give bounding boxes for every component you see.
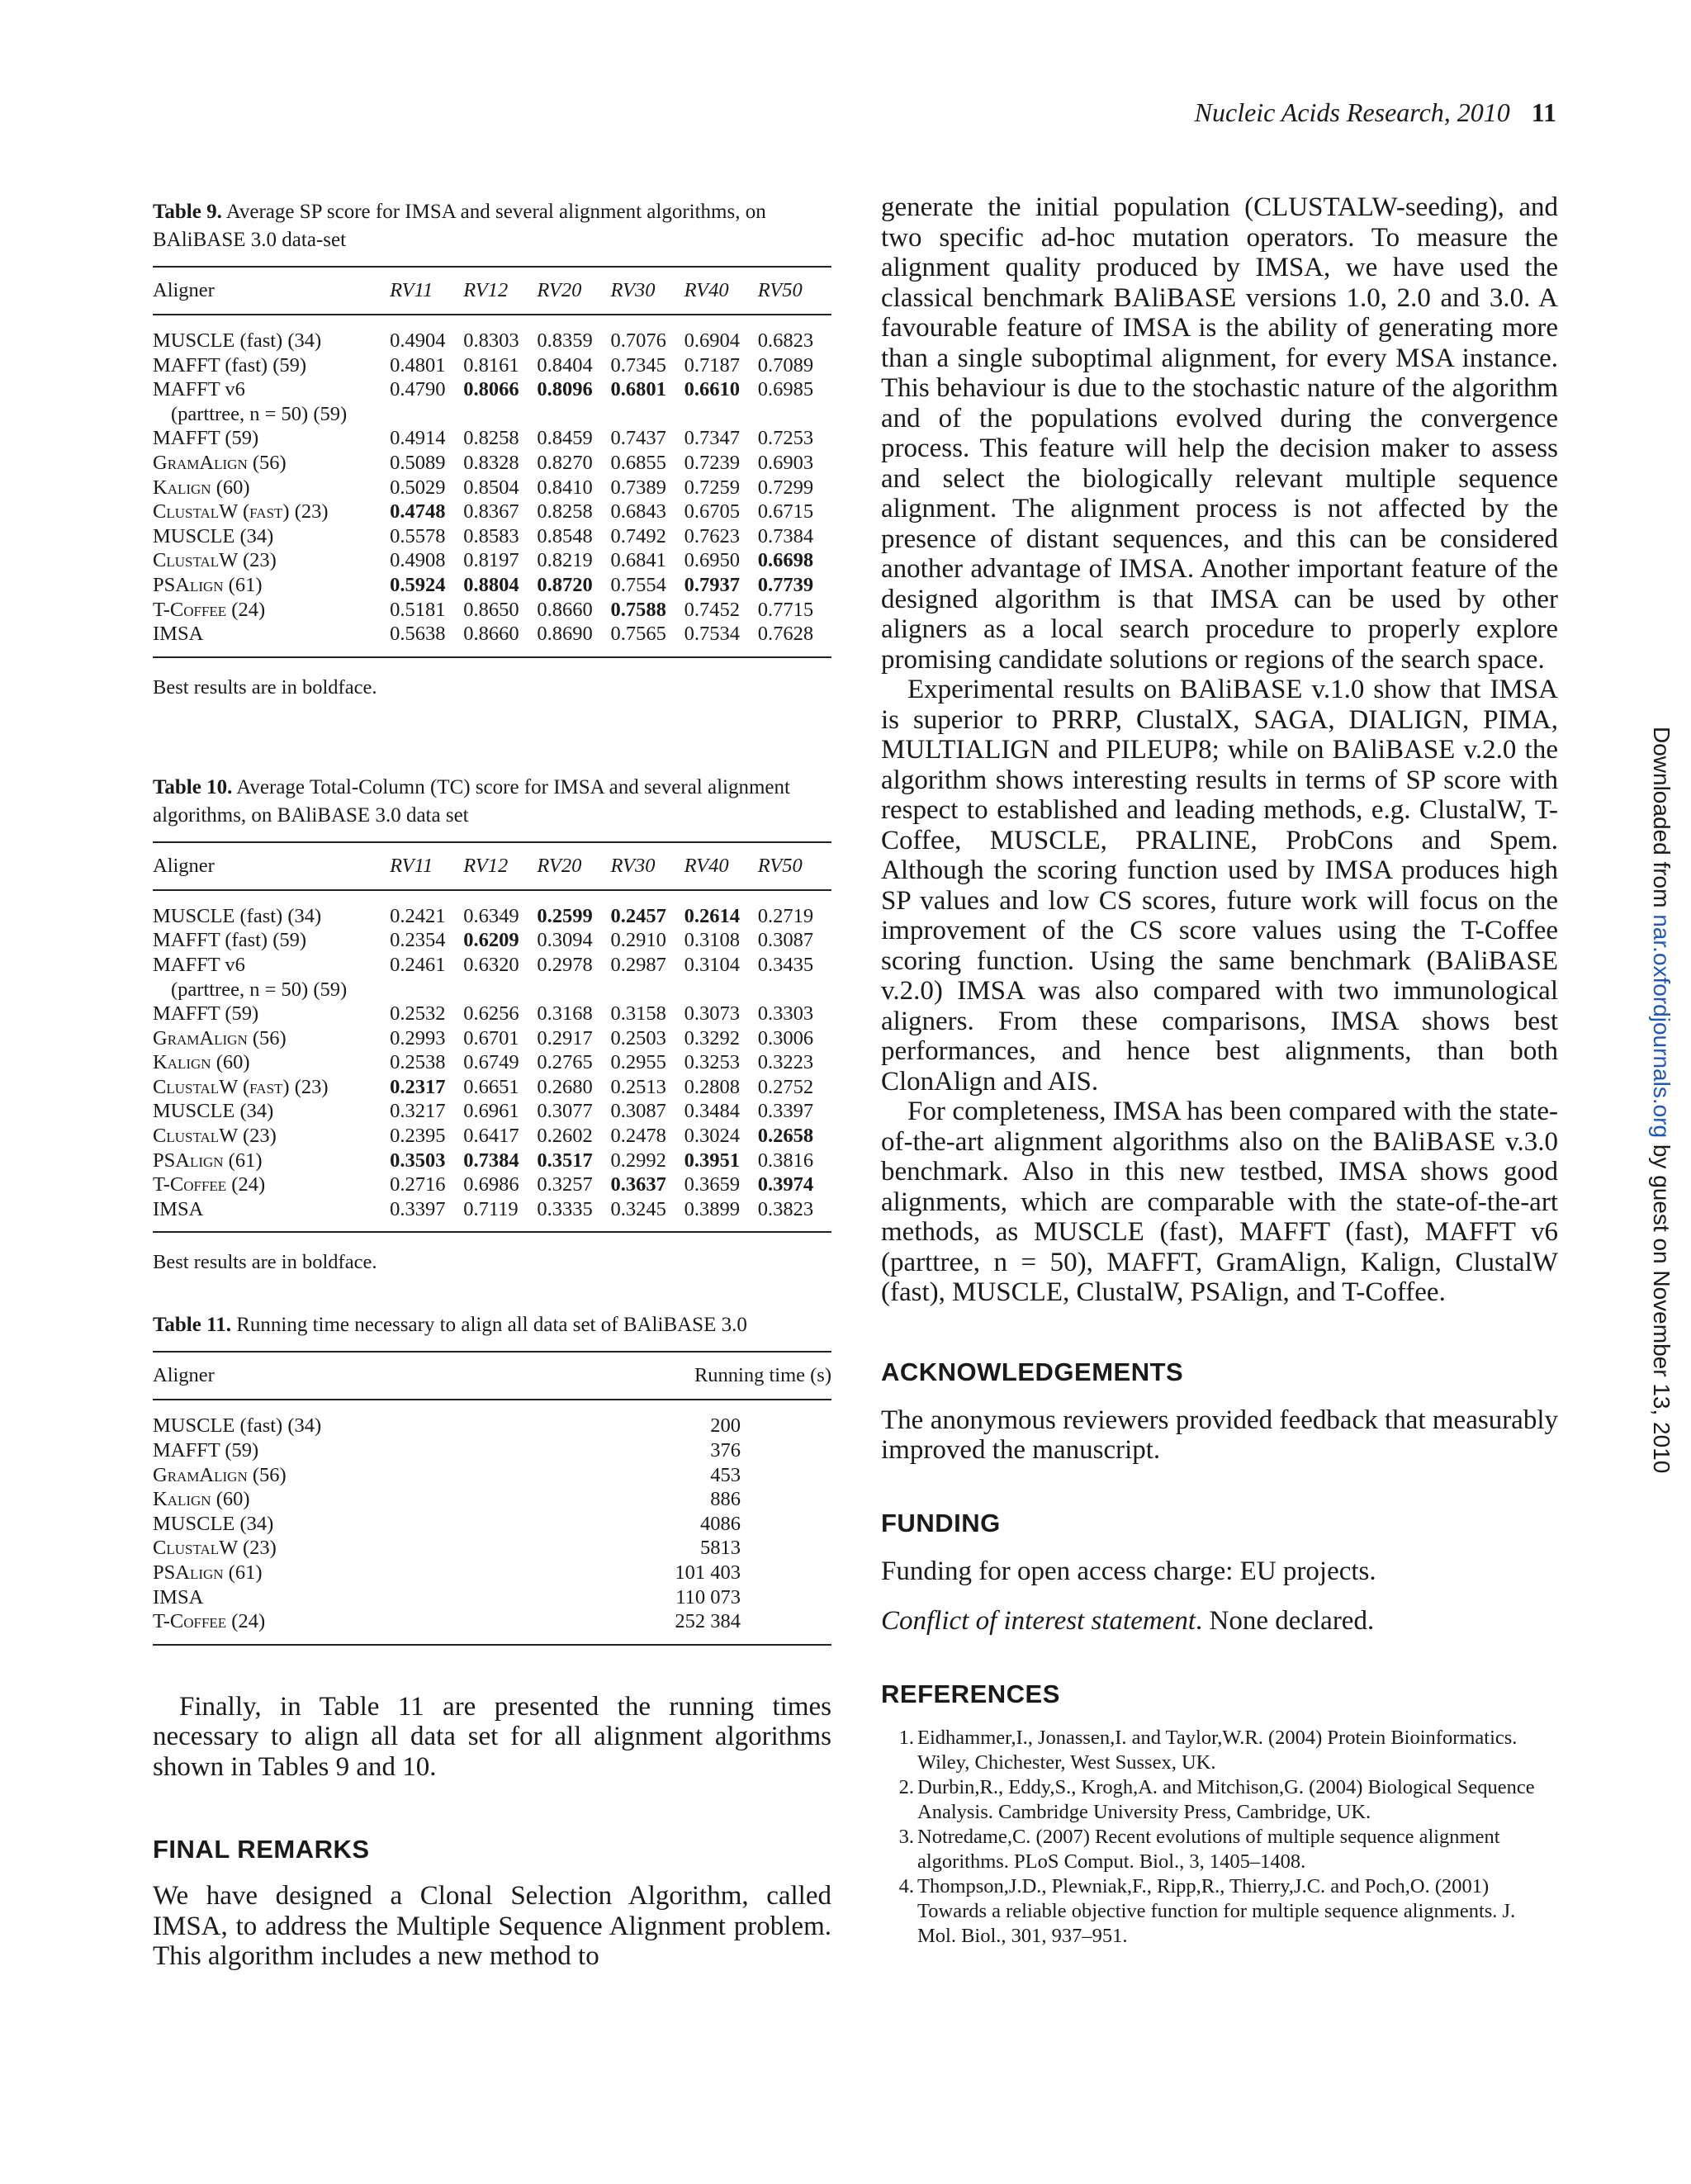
score-cell: 0.8690 <box>537 622 610 657</box>
score-cell: 0.3823 <box>758 1197 831 1233</box>
reference-item <box>881 1775 1558 1825</box>
aligner-name: MAFFT (fast) (59) <box>153 353 307 377</box>
score-cell: 0.2808 <box>684 1075 741 1098</box>
header-row <box>153 842 831 890</box>
table-row-continuation <box>153 402 831 427</box>
score-cell: 0.3303 <box>757 1002 814 1026</box>
table-row <box>153 598 831 623</box>
score-cell: 0.7492 <box>610 524 666 547</box>
score-cell: 0.4908 <box>390 549 446 572</box>
reference-number: 3. <box>898 1825 914 1848</box>
aligner-name: ClustalW (23) <box>153 1537 277 1560</box>
score-cell: 0.6256 <box>463 1002 519 1026</box>
table-row <box>153 315 831 353</box>
score-cell: 0.8548 <box>537 524 593 547</box>
score-cell: 0.3397 <box>390 1197 463 1233</box>
table-11 <box>153 1311 831 1645</box>
score-cell: 0.7239 <box>684 451 741 474</box>
score-cell: 0.8404 <box>537 353 593 377</box>
score-cell: 0.2716 <box>390 1173 446 1196</box>
aligner-name: MUSCLE (34) <box>153 1100 274 1123</box>
score-cell: 0.4914 <box>390 427 446 450</box>
running-time-cell: 101 403 <box>675 1561 741 1584</box>
score-cell: 0.3108 <box>684 929 741 952</box>
score-cell: 0.5578 <box>390 524 446 547</box>
score-cell: 0.8650 <box>463 598 519 621</box>
column-header: RV20 <box>537 842 610 890</box>
score-cell: 0.7076 <box>610 329 666 352</box>
aligner-name: GramAlign (56) <box>153 1026 287 1049</box>
score-cell: 0.2395 <box>390 1125 446 1148</box>
score-cell: 0.6715 <box>757 500 814 523</box>
header-row <box>153 267 831 315</box>
funding-text: Funding for open access charge: EU projects. <box>881 1556 1376 1586</box>
table-10 <box>153 774 831 1275</box>
score-cell: 0.3077 <box>537 1100 593 1123</box>
aligner-name: GramAlign (56) <box>153 1463 287 1486</box>
table-row <box>153 353 831 378</box>
score-cell: 0.7534 <box>684 622 758 657</box>
score-cell: 0.8219 <box>537 549 593 572</box>
table-row <box>153 1561 831 1585</box>
aligner-name: IMSA <box>153 1197 390 1233</box>
score-cell: 0.3517 <box>537 1149 593 1172</box>
aligner-name-continuation: (parttree, n = 50) (59) <box>171 978 348 1001</box>
score-cell: 0.3217 <box>390 1100 446 1123</box>
score-cell: 0.8270 <box>537 451 593 474</box>
aligner-name: ClustalW (23) <box>153 1125 277 1148</box>
download-note: Downloaded from nar.oxfordjournals.org by guest on November 13, 2010 <box>1649 727 1674 1474</box>
score-cell: 0.7089 <box>757 353 814 377</box>
table-row <box>153 953 831 978</box>
running-time-cell: 110 073 <box>675 1585 741 1608</box>
aligner-name: GramAlign (56) <box>153 451 287 474</box>
column-header: RV40 <box>684 842 758 890</box>
aligner-name: ClustalW (fast) (23) <box>153 500 329 523</box>
table-row <box>153 1487 831 1512</box>
score-cell: 0.8410 <box>537 476 593 499</box>
score-cell: 0.6209 <box>463 929 519 952</box>
table-row <box>153 1026 831 1051</box>
score-cell: 0.7187 <box>684 353 741 377</box>
score-cell: 0.5638 <box>390 622 463 657</box>
table-11-caption: Table 11. Running time necessary to align all data set of BAliBASE 3.0 <box>153 1314 747 1337</box>
aligner-name: T-Coffee (24) <box>153 598 266 621</box>
score-cell: 0.6961 <box>463 1100 519 1123</box>
score-cell: 0.8367 <box>463 500 519 523</box>
table-row <box>153 928 831 953</box>
reference-item <box>881 1874 1558 1949</box>
running-time-cell: 252 384 <box>392 1609 831 1645</box>
score-cell: 0.6705 <box>684 500 741 523</box>
reference-number: 4. <box>898 1874 914 1897</box>
score-cell: 0.3253 <box>684 1051 741 1074</box>
reference-number: 2. <box>898 1775 914 1798</box>
score-cell: 0.2752 <box>757 1075 814 1098</box>
score-cell: 0.3073 <box>684 1002 741 1026</box>
score-cell: 0.6610 <box>684 378 741 401</box>
aligner-name: MUSCLE (fast) (34) <box>153 1414 322 1438</box>
column-header: RV30 <box>611 267 684 315</box>
score-cell: 0.4748 <box>390 500 446 523</box>
running-head <box>1195 97 1556 128</box>
aligner-name: MUSCLE (fast) (34) <box>153 904 322 927</box>
acknowledgements-text: The anonymous reviewers provided feedback that measurably improved the manuscript. <box>881 1405 1558 1465</box>
conflict-statement: Conflict of interest statement. None declared. <box>881 1606 1375 1636</box>
aligner-name: PSAlign (61) <box>153 573 263 596</box>
aligner-name: ClustalW (23) <box>153 549 277 572</box>
table-row <box>153 1124 831 1149</box>
aligner-name: PSAlign (61) <box>153 1561 263 1584</box>
table-row <box>153 1585 831 1610</box>
score-cell: 0.3503 <box>390 1149 446 1172</box>
aligner-name: MUSCLE (34) <box>153 1512 274 1535</box>
page-number: 11 <box>1531 97 1556 127</box>
running-time-cell: 4086 <box>700 1512 741 1535</box>
reference-item <box>881 1825 1558 1874</box>
score-cell: 0.7253 <box>757 427 814 450</box>
table-row <box>153 622 831 657</box>
table-row <box>153 1173 831 1197</box>
score-cell: 0.2910 <box>610 929 666 952</box>
running-time-cell: 200 <box>710 1414 741 1438</box>
running-time-cell: 376 <box>710 1439 741 1462</box>
score-cell: 0.2614 <box>684 904 741 927</box>
column-header: RV50 <box>758 267 831 315</box>
table-row <box>153 1463 831 1488</box>
aligner-name-continuation: (parttree, n = 50) (59) <box>171 402 348 425</box>
score-cell: 0.2719 <box>757 904 814 927</box>
table-row-continuation <box>153 978 831 1002</box>
score-cell: 0.7588 <box>610 598 666 621</box>
header-row <box>153 1352 831 1400</box>
score-cell: 0.3094 <box>537 929 593 952</box>
table-row <box>153 1536 831 1561</box>
remarks-paragraph-1: generate the initial population (CLUSTALW-seeding), and two specific ad-hoc mutation operators. To measure the alignment quality produced by IMSA, we have used the classical benchmark BAliBASE versions 1.0, 2.0 and 3.0. A favourable feature of IMSA is the ability of generating more than a single suboptimal alignment, for every MSA instance. This behaviour is due to the stochastic nature of the algorithm and of the populations evolved during the convergence process. This feature will help the decision maker to assess and select the biologically relevant multiple sequence alignment. The alignment process is not affected by the presence of distant sequences, and this can be considered another advantage of IMSA. Another important feature of the designed algorithm is that IMSA can be used by other aligners as a local search procedure to properly explore promising candidate solutions or regions of the search space. <box>881 192 1558 675</box>
table-9-grid <box>153 266 831 658</box>
score-cell: 0.7299 <box>757 476 814 499</box>
score-cell: 0.6749 <box>463 1051 519 1074</box>
aligner-name: Kalign (60) <box>153 1488 250 1511</box>
table-row <box>153 890 831 929</box>
column-header: Aligner <box>153 842 390 890</box>
score-cell: 0.2658 <box>757 1125 814 1148</box>
remarks-paragraph-2: Experimental results on BAliBASE v.1.0 show that IMSA is superior to PRRP, ClustalX, SAGA, DIALIGN, PIMA, MULTIALIGN and PILEUP8; while on BAliBASE v.2.0 the algorithm shows interesting results in terms of SP score with respect to established and leading methods, e.g. ClustalW, T-Coffee, MUSCLE, PRALINE, ProbCons and Spem. Although the scoring function used by IMSA produces high SP values and low CS scores, future work will focus on the improvement of the CS score values using the T-Coffee scoring function. Using the same benchmark (BAliBASE v.2.0) IMSA was also compared with two immunological aligners. From these comparisons, IMSA shows best performances, and hence best alignments, than both ClonAlign and AIS. <box>881 675 1558 1097</box>
aligner-name: MAFFT v6 <box>153 953 245 976</box>
score-cell: 0.3257 <box>537 1173 593 1196</box>
table-10-note: Best results are in boldface. <box>153 1251 377 1274</box>
score-cell: 0.6985 <box>757 378 814 401</box>
score-cell: 0.6349 <box>463 904 519 927</box>
table-10-grid <box>153 841 831 1234</box>
score-cell: 0.6801 <box>610 378 666 401</box>
score-cell: 0.8066 <box>463 378 519 401</box>
score-cell: 0.3006 <box>757 1026 814 1049</box>
table-row <box>153 1197 831 1233</box>
score-cell: 0.5181 <box>390 598 446 621</box>
table-row <box>153 573 831 598</box>
table-row <box>153 426 831 451</box>
score-cell: 0.6823 <box>757 329 814 352</box>
score-cell: 0.7739 <box>757 573 814 596</box>
table-row <box>153 1075 831 1100</box>
score-cell: 0.7437 <box>610 427 666 450</box>
score-cell: 0.8359 <box>537 329 593 352</box>
table-row <box>153 1050 831 1075</box>
score-cell: 0.3168 <box>537 1002 593 1026</box>
score-cell: 0.2478 <box>610 1125 666 1148</box>
score-cell: 0.7623 <box>684 524 741 547</box>
aligner-name: MAFFT (fast) (59) <box>153 929 307 952</box>
aligner-name: IMSA <box>153 1585 204 1608</box>
table-row <box>153 1149 831 1173</box>
table-10-caption: Table 10. Average Total-Column (TC) score for IMSA and several alignment algorithms, on BAliBASE 3.0 data set <box>153 775 790 827</box>
column-header: RV12 <box>463 267 537 315</box>
table-row <box>153 548 831 573</box>
score-cell: 0.7937 <box>684 573 741 596</box>
table-row <box>153 1400 831 1438</box>
score-cell: 0.8197 <box>463 549 519 572</box>
score-cell: 0.4904 <box>390 329 446 352</box>
score-cell: 0.3335 <box>537 1197 610 1233</box>
score-cell: 0.3659 <box>684 1173 741 1196</box>
score-cell: 0.7715 <box>757 598 814 621</box>
score-cell: 0.6698 <box>757 549 814 572</box>
score-cell: 0.8258 <box>463 427 519 450</box>
score-cell: 0.8720 <box>537 573 593 596</box>
score-cell: 0.3397 <box>757 1100 814 1123</box>
score-cell: 0.8459 <box>537 427 593 450</box>
journal-site-link[interactable]: nar.oxfordjournals.org <box>1649 914 1674 1139</box>
score-cell: 0.6417 <box>463 1125 519 1148</box>
remarks-paragraph-3: For completeness, IMSA has been compared with the state-of-the-art alignment algorithms also on the BAliBASE v.3.0 benchmark. Also in this new testbed, IMSA shows good alignments, which are comparable with the state-of-the-art methods, as MUSCLE (fast), MAFFT (fast), MAFFT v6 (parttree, n = 50), MAFFT, GramAlign, Kalign, ClustalW (fast), MUSCLE, ClustalW, PSAlign, and T-Coffee. <box>881 1097 1558 1307</box>
score-cell: 0.2538 <box>390 1051 446 1074</box>
running-time-cell: 886 <box>710 1488 741 1511</box>
score-cell: 0.6841 <box>610 549 666 572</box>
column-header: RV50 <box>758 842 831 890</box>
left-column <box>153 198 831 1972</box>
score-cell: 0.2917 <box>537 1026 593 1049</box>
aligner-name: MAFFT (59) <box>153 1439 259 1462</box>
score-cell: 0.2503 <box>610 1026 666 1049</box>
table-11-grid <box>153 1351 831 1645</box>
score-cell: 0.8660 <box>537 598 593 621</box>
references-heading: REFERENCES <box>881 1679 1060 1708</box>
final-remarks-paragraph: We have designed a Clonal Selection Algorithm, called IMSA, to address the Multiple Sequence Alignment problem. This algorithm includes a new method to <box>153 1881 831 1972</box>
score-cell: 0.7119 <box>463 1197 537 1233</box>
score-cell: 0.3292 <box>684 1026 741 1049</box>
score-cell: 0.7384 <box>757 524 814 547</box>
score-cell: 0.4790 <box>390 378 446 401</box>
score-cell: 0.2987 <box>610 953 666 976</box>
reference-text: Durbin,R., Eddy,S., Krogh,A. and Mitchison,G. (2004) Biological Sequence Analysis. Cambridge University Press, Cambridge, UK. <box>917 1775 1535 1823</box>
score-cell: 0.6701 <box>463 1026 519 1049</box>
score-cell: 0.7452 <box>684 598 741 621</box>
acknowledgements-heading: ACKNOWLEDGEMENTS <box>881 1357 1184 1386</box>
score-cell: 0.2457 <box>610 904 666 927</box>
table-row <box>153 524 831 549</box>
table-row <box>153 476 831 500</box>
score-cell: 0.2955 <box>610 1051 666 1074</box>
score-cell: 0.2354 <box>390 929 446 952</box>
score-cell: 0.2680 <box>537 1075 593 1098</box>
score-cell: 0.3637 <box>610 1173 666 1196</box>
column-header: Aligner <box>153 267 390 315</box>
score-cell: 0.2765 <box>537 1051 593 1074</box>
table-row <box>153 500 831 524</box>
table-11-paragraph: Finally, in Table 11 are presented the running times necessary to align all data set for all alignment algorithms shown in Tables 9 and 10. <box>153 1691 831 1782</box>
score-cell: 0.8804 <box>463 573 519 596</box>
score-cell: 0.2992 <box>610 1149 666 1172</box>
score-cell: 0.3158 <box>610 1002 666 1026</box>
score-cell: 0.3104 <box>684 953 741 976</box>
column-header: RV30 <box>611 842 684 890</box>
score-cell: 0.6986 <box>463 1173 519 1196</box>
score-cell: 0.6903 <box>757 451 814 474</box>
reference-item <box>881 1726 1558 1775</box>
table-row <box>153 377 831 402</box>
score-cell: 0.2599 <box>537 904 593 927</box>
score-cell: 0.8096 <box>537 378 593 401</box>
aligner-name: ClustalW (fast) (23) <box>153 1075 329 1098</box>
score-cell: 0.2513 <box>610 1075 666 1098</box>
reference-text: Eidhammer,I., Jonassen,I. and Taylor,W.R. (2004) Protein Bioinformatics. Wiley, Chichester, West Sussex, UK. <box>917 1726 1518 1774</box>
running-time-cell: 5813 <box>700 1537 741 1560</box>
score-cell: 0.7628 <box>758 622 831 657</box>
score-cell: 0.7565 <box>611 622 684 657</box>
score-cell: 0.7347 <box>684 427 741 450</box>
running-time-cell: 453 <box>710 1463 741 1486</box>
aligner-name: T-Coffee (24) <box>153 1173 266 1196</box>
reference-list <box>881 1726 1558 1949</box>
score-cell: 0.2421 <box>390 904 446 927</box>
aligner-name: MAFFT (59) <box>153 427 259 450</box>
score-cell: 0.8258 <box>537 500 593 523</box>
table-9-note: Best results are in boldface. <box>153 675 377 699</box>
score-cell: 0.3951 <box>684 1149 741 1172</box>
score-cell: 0.6904 <box>684 329 741 352</box>
table-row <box>153 1438 831 1463</box>
score-cell: 0.7389 <box>610 476 666 499</box>
score-cell: 0.8161 <box>463 353 519 377</box>
score-cell: 0.5924 <box>390 573 446 596</box>
table-9 <box>153 198 831 699</box>
score-cell: 0.4801 <box>390 353 446 377</box>
table-row <box>153 1099 831 1124</box>
aligner-name: MAFFT v6 <box>153 378 245 401</box>
column-header: Running time (s) <box>392 1352 831 1400</box>
score-cell: 0.8303 <box>463 329 519 352</box>
score-cell: 0.8504 <box>463 476 519 499</box>
score-cell: 0.3087 <box>610 1100 666 1123</box>
score-cell: 0.6320 <box>463 953 519 976</box>
reference-number: 1. <box>898 1726 914 1749</box>
score-cell: 0.8583 <box>463 524 519 547</box>
score-cell: 0.2993 <box>390 1026 446 1049</box>
score-cell: 0.3974 <box>757 1173 814 1196</box>
score-cell: 0.2317 <box>390 1075 446 1098</box>
score-cell: 0.2602 <box>537 1125 593 1148</box>
table-9-caption: Table 9. Average SP score for IMSA and several alignment algorithms, on BAliBASE 3.0 data-set <box>153 201 766 251</box>
column-header: RV11 <box>390 842 463 890</box>
aligner-name: IMSA <box>153 622 390 657</box>
aligner-name: MUSCLE (fast) (34) <box>153 329 322 352</box>
table-row <box>153 1002 831 1026</box>
column-header: RV12 <box>463 842 537 890</box>
score-cell: 0.6950 <box>684 549 741 572</box>
column-header: Aligner <box>153 1352 392 1400</box>
score-cell: 0.3087 <box>757 929 814 952</box>
score-cell: 0.6843 <box>610 500 666 523</box>
score-cell: 0.2461 <box>390 953 446 976</box>
final-remarks-heading: FINAL REMARKS <box>153 1835 370 1864</box>
score-cell: 0.7345 <box>610 353 666 377</box>
funding-heading: FUNDING <box>881 1508 1001 1537</box>
score-cell: 0.6651 <box>463 1075 519 1098</box>
score-cell: 0.3223 <box>757 1051 814 1074</box>
score-cell: 0.3435 <box>757 953 814 976</box>
score-cell: 0.5029 <box>390 476 446 499</box>
column-header: RV20 <box>537 267 610 315</box>
column-header: RV11 <box>390 267 463 315</box>
aligner-name: PSAlign (61) <box>153 1149 263 1172</box>
aligner-name: Kalign (60) <box>153 1051 250 1074</box>
score-cell: 0.2532 <box>390 1002 446 1026</box>
table-row <box>153 1512 831 1537</box>
score-cell: 0.3484 <box>684 1100 741 1123</box>
score-cell: 0.3245 <box>611 1197 684 1233</box>
score-cell: 0.3024 <box>684 1125 741 1148</box>
score-cell: 0.2978 <box>537 953 593 976</box>
aligner-name: Kalign (60) <box>153 476 250 499</box>
aligner-name: MAFFT (59) <box>153 1002 259 1026</box>
score-cell: 0.8660 <box>463 622 537 657</box>
right-column <box>881 192 1558 1949</box>
table-row <box>153 451 831 476</box>
score-cell: 0.5089 <box>390 451 446 474</box>
score-cell: 0.7554 <box>610 573 666 596</box>
score-cell: 0.7259 <box>684 476 741 499</box>
score-cell: 0.3816 <box>757 1149 814 1172</box>
table-row <box>153 1609 831 1645</box>
column-header: RV40 <box>684 267 758 315</box>
journal-name: Nucleic Acids Research, 2010 <box>1194 97 1510 127</box>
score-cell: 0.6855 <box>610 451 666 474</box>
aligner-name: T-Coffee (24) <box>153 1609 392 1645</box>
score-cell: 0.3899 <box>684 1197 758 1233</box>
reference-text: Thompson,J.D., Plewniak,F., Ripp,R., Thierry,J.C. and Poch,O. (2001) Towards a reliable objective function for multiple sequence alignments. J. Mol. Biol., 301, 937–951. <box>917 1874 1516 1947</box>
score-cell: 0.8328 <box>463 451 519 474</box>
score-cell: 0.7384 <box>463 1149 519 1172</box>
aligner-name: MUSCLE (34) <box>153 524 274 547</box>
reference-text: Notredame,C. (2007) Recent evolutions of multiple sequence alignment algorithms. PLoS Comput. Biol., 3, 1405–1408. <box>917 1825 1500 1873</box>
